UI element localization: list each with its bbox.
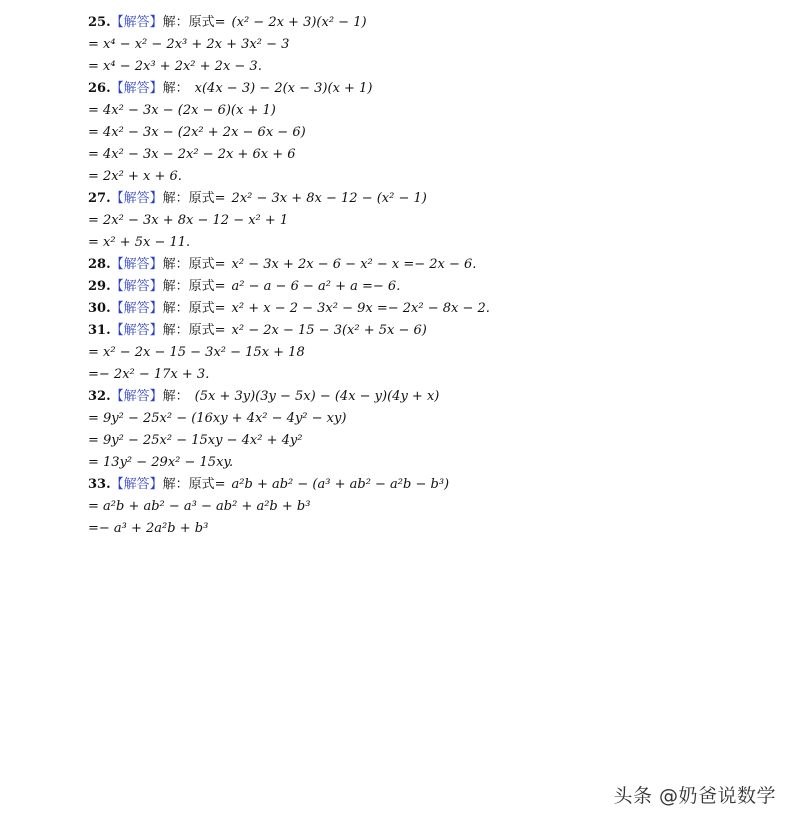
watermark: 头条 @奶爸说数学 xyxy=(613,785,776,807)
solutions-document xyxy=(88,12,728,540)
solution-step: = 4x² − 3x − (2x² + 2x − 6x − 6) xyxy=(88,125,306,140)
answer-tag: 【解答】 xyxy=(110,81,163,96)
problem-heading xyxy=(88,188,728,210)
solution-step: = x⁴ − x² − 2x³ + 2x + 3x² − 3 xyxy=(88,37,290,52)
answer-tag: 【解答】 xyxy=(110,301,163,316)
solution-step: = a²b + ab² − a³ − ab² + a²b + b³ xyxy=(88,499,311,514)
problem-heading xyxy=(88,276,728,298)
expression: x(4x − 3) − 2(x − 3)(x + 1) xyxy=(194,81,373,96)
answer-tag: 【解答】 xyxy=(110,279,163,294)
problem-number: 29. xyxy=(88,279,111,294)
solution-lead: 解： xyxy=(162,81,189,96)
answer-tag: 【解答】 xyxy=(110,191,163,206)
solution-step: = x⁴ − 2x³ + 2x² + 2x − 3. xyxy=(88,59,262,74)
solution-step: = x² + 5x − 11. xyxy=(88,235,191,250)
solution-step: = 9y² − 25x² − (16xy + 4x² − 4y² − xy) xyxy=(88,411,347,426)
problem-heading xyxy=(88,320,728,342)
solution-step: = 2x² − 3x + 8x − 12 − x² + 1 xyxy=(88,213,289,228)
solution-step: = 13y² − 29x² − 15xy. xyxy=(88,455,234,470)
answer-tag: 【解答】 xyxy=(110,257,163,272)
answer-tag: 【解答】 xyxy=(110,15,163,30)
problem-number: 30. xyxy=(88,301,111,316)
solution-lead: 解：原式= xyxy=(162,301,226,316)
answer-tag: 【解答】 xyxy=(110,477,163,492)
problem-heading xyxy=(88,474,728,496)
expression: (x² − 2x + 3)(x² − 1) xyxy=(231,15,367,30)
problem-heading xyxy=(88,386,728,408)
expression: x² − 2x − 15 − 3(x² + 5x − 6) xyxy=(231,323,427,338)
solution-step: = 9y² − 25x² − 15xy − 4x² + 4y² xyxy=(88,433,303,448)
problem-heading xyxy=(88,78,728,100)
solution-lead: 解：原式= xyxy=(162,15,226,30)
expression: a²b + ab² − (a³ + ab² − a²b − b³) xyxy=(231,477,450,492)
problem-heading xyxy=(88,12,728,34)
solution-lead: 解：原式= xyxy=(162,323,226,338)
solution-lead: 解：原式= xyxy=(162,477,226,492)
solution-step: = 4x² − 3x − (2x − 6)(x + 1) xyxy=(88,103,276,118)
solution-lead: 解：原式= xyxy=(162,191,226,206)
answer-tag: 【解答】 xyxy=(110,323,163,338)
solution-step: =− 2x² − 17x + 3. xyxy=(88,367,210,382)
problem-heading xyxy=(88,298,728,320)
problem-number: 33. xyxy=(88,477,111,492)
expression: 2x² − 3x + 8x − 12 − (x² − 1) xyxy=(231,191,427,206)
solution-lead: 解： xyxy=(162,389,189,404)
expression: x² + x − 2 − 3x² − 9x =− 2x² − 8x − 2. xyxy=(231,301,490,316)
problem-number: 31. xyxy=(88,323,111,338)
answer-tag: 【解答】 xyxy=(110,389,163,404)
problem-number: 25. xyxy=(88,15,111,30)
solution-step: = x² − 2x − 15 − 3x² − 15x + 18 xyxy=(88,345,305,360)
expression: x² − 3x + 2x − 6 − x² − x =− 2x − 6. xyxy=(231,257,477,272)
solution-step: = 4x² − 3x − 2x² − 2x + 6x + 6 xyxy=(88,147,296,162)
solution-step: = 2x² + x + 6. xyxy=(88,169,182,184)
expression: a² − a − 6 − a² + a =− 6. xyxy=(231,279,401,294)
problem-heading xyxy=(88,254,728,276)
expression: (5x + 3y)(3y − 5x) − (4x − y)(4y + x) xyxy=(194,389,440,404)
solution-lead: 解：原式= xyxy=(162,257,226,272)
problem-number: 28. xyxy=(88,257,111,272)
solution-step: =− a³ + 2a²b + b³ xyxy=(88,521,209,536)
problem-number: 32. xyxy=(88,389,111,404)
problem-number: 27. xyxy=(88,191,111,206)
problem-number: 26. xyxy=(88,81,111,96)
solution-lead: 解：原式= xyxy=(162,279,226,294)
